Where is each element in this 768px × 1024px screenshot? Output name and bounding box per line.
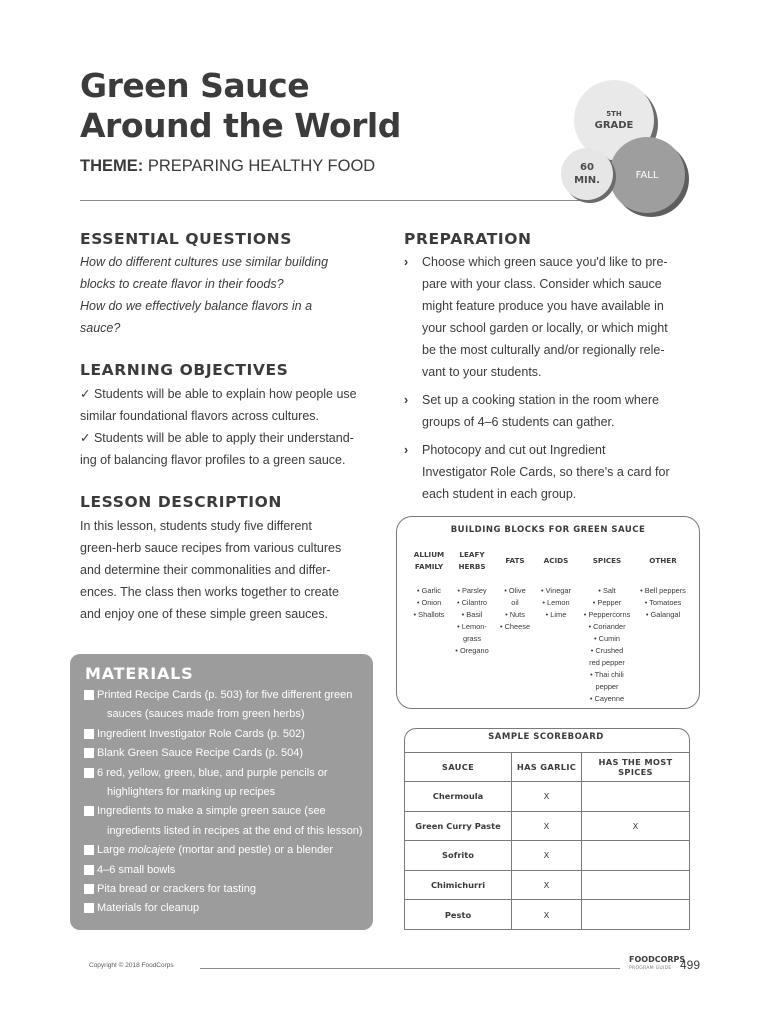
lesson-description-heading: LESSON DESCRIPTION: [80, 493, 282, 511]
building-blocks-items: [411, 585, 447, 621]
list-item: grass: [462, 634, 482, 643]
duration-badge-bottom: MIN.: [574, 175, 600, 186]
building-blocks-box: [396, 516, 700, 709]
building-blocks-column-header: [579, 549, 635, 573]
building-blocks-items: [635, 585, 691, 621]
title-line-2: Around the World: [80, 106, 401, 145]
list-item: • Lemon: [542, 598, 570, 607]
checkbox-icon: [84, 806, 94, 816]
building-blocks-items: [535, 585, 577, 621]
building-blocks-column-header: [497, 549, 533, 573]
checkbox-icon: [84, 768, 94, 778]
list-item: oil: [511, 598, 519, 607]
list-item: • Oregano: [455, 646, 489, 655]
table-cell: Green Curry Paste: [405, 811, 512, 841]
materials-item-text-cont: ingredients listed in recipes at the end of this lesson): [107, 824, 363, 837]
preparation-list: [404, 251, 694, 511]
learning-objectives-heading: LEARNING OBJECTIVES: [80, 361, 289, 379]
season-badge-label: FALL: [635, 169, 659, 181]
table-cell: X: [512, 811, 582, 841]
prep-line: be the most culturally and/or regionally rele-: [422, 343, 665, 357]
materials-item: [84, 880, 366, 899]
checkbox-icon: [84, 729, 94, 739]
learning-objectives-text: [80, 383, 380, 471]
list-item: • Salt: [598, 586, 616, 595]
duration-badge-top: 60: [580, 162, 594, 173]
list-item: • Lime: [545, 610, 567, 619]
building-blocks-title: BUILDING BLOCKS FOR GREEN SAUCE: [450, 525, 646, 535]
table-cell: X: [512, 841, 582, 871]
prep-line: each student in each group.: [422, 487, 577, 501]
copyright-text: Copyright © 2018 FoodCorps: [89, 962, 174, 969]
foodcorps-logo: [629, 955, 685, 973]
list-item: • Onion: [416, 598, 442, 607]
list-item: red pepper: [589, 658, 625, 667]
table-row: [405, 782, 690, 812]
building-blocks-column: [535, 549, 577, 621]
materials-panel: [70, 654, 373, 930]
materials-item-text: 4–6 small bowls: [97, 863, 176, 876]
header-divider: [80, 200, 600, 201]
column-header-line: FAMILY: [414, 562, 444, 571]
list-item: • Coriander: [588, 622, 626, 631]
materials-item-text: 6 red, yellow, green, blue, and purple pencils or: [97, 766, 328, 779]
materials-item-text-cont: highlighters for marking up recipes: [107, 786, 276, 799]
column-header-line: ACIDS: [543, 556, 569, 565]
building-blocks-items: [579, 585, 635, 705]
checkbox-icon: [84, 690, 94, 700]
ld-line: In this lesson, students study five different: [80, 519, 312, 533]
materials-item-text: Large molcajete (mortar and pestle) or a blender: [97, 844, 334, 857]
column-header-line: OTHER: [649, 556, 677, 565]
column-header-line: SPICES: [592, 556, 622, 565]
scoreboard: [404, 728, 688, 932]
table-cell: X: [512, 870, 582, 900]
building-blocks-items: [497, 585, 533, 633]
lo-line: ✓ Students will be able to explain how people use: [80, 387, 357, 401]
list-item: • Thai chili: [590, 670, 624, 679]
building-blocks-column: [579, 549, 635, 705]
list-item: pepper: [595, 682, 619, 691]
materials-item-text: Materials for cleanup: [97, 902, 200, 915]
prep-line: Choose which green sauce you'd like to pre-: [422, 255, 668, 269]
prep-line: pare with your class. Consider which sauce: [422, 277, 662, 291]
lo-line: ing of balancing flavor profiles to a green sauce.: [80, 453, 346, 467]
column-header-line: ALLIUM: [413, 550, 445, 559]
essential-questions-heading: ESSENTIAL QUESTIONS: [80, 230, 292, 248]
table-cell: [582, 900, 690, 930]
list-item: • Galangal: [645, 610, 681, 619]
chevron-right-icon: ›: [404, 443, 409, 457]
column-header-line: LEAFY: [459, 550, 485, 559]
materials-item: [84, 686, 366, 725]
title-line-1: Green Sauce: [80, 66, 310, 105]
building-blocks-column-header: [449, 549, 495, 573]
column-header: SAUCE: [405, 753, 512, 782]
list-item: • Basil: [461, 610, 483, 619]
list-item: • Parsley: [457, 586, 487, 595]
table-cell: Chermoula: [405, 782, 512, 812]
building-blocks-items: [449, 585, 495, 657]
materials-item: [84, 861, 366, 880]
lo-line: ✓ Students will be able to apply their understand-: [80, 431, 354, 445]
prep-line: your school garden or locally, or which might: [422, 321, 668, 335]
footer-divider: [200, 968, 620, 969]
ld-line: and determine their commonalities and differ-: [80, 563, 331, 577]
logo-wordmark: FOODCORPS: [629, 955, 686, 964]
list-item: • Cilantro: [456, 598, 488, 607]
building-blocks-column-header: [535, 549, 577, 573]
molcajete-term: molcajete: [128, 844, 176, 857]
scoreboard-title: SAMPLE SCOREBOARD: [488, 732, 604, 742]
materials-item: [84, 744, 366, 763]
season-badge: [609, 137, 685, 213]
building-blocks-column: [449, 549, 495, 657]
checkbox-icon: [84, 865, 94, 875]
materials-item-text: Blank Green Sauce Recipe Cards (p. 504): [97, 747, 304, 760]
eq-line: sauce?: [80, 321, 121, 335]
lo-line: similar foundational flavors across cultures.: [80, 409, 319, 423]
chevron-right-icon: ›: [404, 393, 409, 407]
materials-item-text-cont: sauces (sauces made from green herbs): [107, 708, 305, 721]
prep-line: Photocopy and cut out Ingredient: [422, 443, 606, 457]
list-item: • Cheese: [499, 622, 531, 631]
checkbox-icon: [84, 748, 94, 758]
building-blocks-column: [497, 549, 533, 633]
table-cell: Pesto: [405, 900, 512, 930]
materials-list: [84, 686, 366, 919]
list-item: • Nuts: [505, 610, 525, 619]
list-item: • Tomatoes: [644, 598, 682, 607]
list-item: • Cumin: [594, 634, 620, 643]
list-item: • Crushed: [590, 646, 624, 655]
materials-item: [84, 899, 366, 918]
preparation-item: [404, 389, 694, 433]
table-cell: Sofrito: [405, 841, 512, 871]
column-header: HAS THE MOST SPICES: [582, 753, 690, 782]
eq-line: How do different cultures use similar building: [80, 255, 329, 269]
building-blocks-column: [635, 549, 691, 621]
preparation-item: [404, 251, 694, 383]
table-cell: [582, 841, 690, 871]
table-row: [405, 900, 690, 930]
list-item: • Olive: [504, 586, 526, 595]
ld-line: ences. The class then works together to create: [80, 585, 339, 599]
materials-item: [84, 764, 366, 803]
column-header-line: FATS: [505, 556, 525, 565]
lesson-description-text: [80, 515, 380, 625]
prep-line: might feature produce you have available in: [422, 299, 664, 313]
list-item: • Pepper: [592, 598, 622, 607]
eq-line: blocks to create flavor in their foods?: [80, 277, 284, 291]
checkbox-icon: [84, 903, 94, 913]
table-cell: [582, 870, 690, 900]
checkbox-icon: [84, 845, 94, 855]
materials-item: [84, 802, 366, 841]
grade-badge-bottom: GRADE: [594, 119, 634, 131]
page-number: 499: [680, 958, 701, 972]
building-blocks-column: [411, 549, 447, 621]
list-item: • Cayenne: [589, 694, 625, 703]
checkbox-icon: [84, 884, 94, 894]
list-item: • Lemon-: [457, 622, 487, 631]
materials-item-text: Printed Recipe Cards (p. 503) for five different green: [97, 689, 353, 701]
list-item: • Shallots: [413, 610, 445, 619]
list-item: • Peppercorns: [583, 610, 631, 619]
prep-line: Investigator Role Cards, so there's a card for: [422, 465, 670, 479]
ld-line: green-herb sauce recipes from various cultures: [80, 541, 342, 555]
column-header-line: HERBS: [458, 562, 486, 571]
ld-line: and enjoy one of these simple green sauces.: [80, 607, 329, 621]
table-header-row: [405, 753, 690, 782]
table-row: [405, 870, 690, 900]
materials-item-text: Ingredients to make a simple green sauce (see: [97, 805, 326, 818]
scoreboard-table: [404, 752, 690, 930]
table-row: [405, 841, 690, 871]
preparation-heading: PREPARATION: [404, 230, 532, 248]
table-cell: Chimichurri: [405, 870, 512, 900]
prep-line: vant to your students.: [422, 365, 542, 379]
materials-item-text: Pita bread or crackers for tasting: [97, 883, 256, 896]
materials-heading: MATERIALS: [85, 664, 194, 683]
theme-label: THEME:: [80, 157, 144, 175]
table-cell: [582, 782, 690, 812]
page-title: [80, 66, 500, 146]
table-cell: X: [512, 782, 582, 812]
theme-line: [80, 157, 375, 176]
table-cell: X: [582, 811, 690, 841]
essential-questions-text: [80, 251, 380, 339]
eq-line: How do we effectively balance flavors in a: [80, 299, 313, 313]
building-blocks-column-header: [411, 549, 447, 573]
grade-badge-top: 5TH: [606, 109, 622, 118]
materials-item: [84, 841, 366, 860]
materials-item-text: Ingredient Investigator Role Cards (p. 502): [97, 727, 305, 740]
prep-line: Set up a cooking station in the room where: [422, 393, 659, 407]
preparation-item: [404, 439, 694, 505]
list-item: • Garlic: [417, 586, 441, 595]
materials-item: [84, 725, 366, 744]
chevron-right-icon: ›: [404, 255, 409, 269]
table-cell: X: [512, 900, 582, 930]
prep-line: groups of 4–6 students can gather.: [422, 415, 615, 429]
list-item: • Vinegar: [541, 586, 571, 595]
theme-value: PREPARING HEALTHY FOOD: [147, 157, 376, 175]
duration-badge: [561, 148, 613, 200]
logo-subtitle: PROGRAM GUIDE: [629, 966, 672, 971]
building-blocks-column-header: [635, 549, 691, 573]
column-header: HAS GARLIC: [512, 753, 582, 782]
list-item: • Bell peppers: [640, 586, 686, 595]
table-row: [405, 811, 690, 841]
